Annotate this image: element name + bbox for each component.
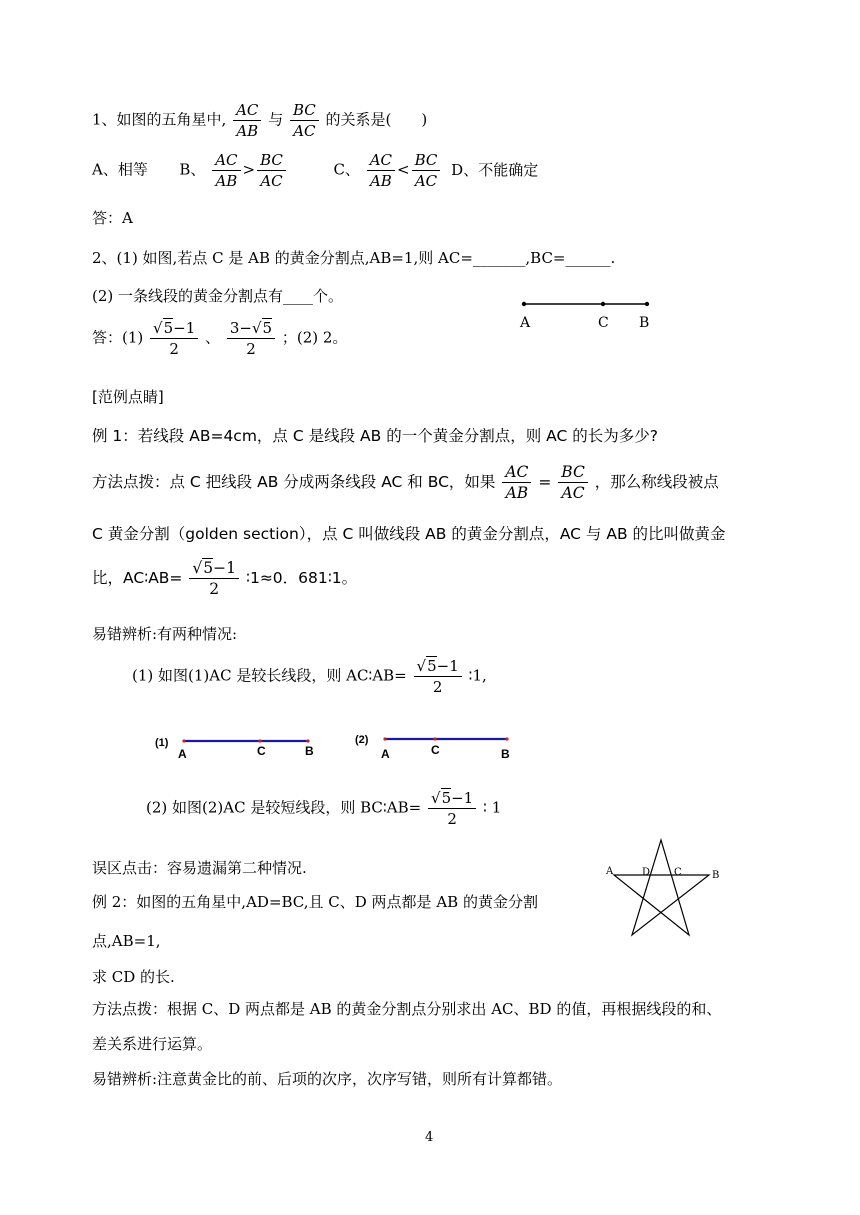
q1-suffix: 的关系是( ) xyxy=(325,110,428,129)
star-figure xyxy=(600,838,730,948)
q2-line1: 2、(1) 如图,若点 C 是 AB 的黄金分割点,AB=1,则 AC=_______,BC=______. xyxy=(92,249,616,267)
fig2-tag: (2) xyxy=(355,734,369,746)
ex2-method2: 差关系进行运算。 xyxy=(92,1035,213,1053)
point-c xyxy=(601,302,605,306)
ex2-method1: 方法点拨：根据 C、D 两点都是 AB 的黄金分割点分别求出 AC、BD 的值，再根据线段的和、 xyxy=(92,1000,722,1018)
point-a xyxy=(522,302,526,306)
q1-option-c: C、 xyxy=(333,160,360,179)
ex1-title: 例 1：若线段 AB=4cm，点 C 是线段 AB 的一个黄金分割点，则 AC 的长为多少? xyxy=(92,427,658,445)
ex1-mistake: 误区点击：容易遗漏第二种情况. xyxy=(92,859,307,877)
fig1-label-b: B xyxy=(305,744,314,758)
ex1-method: 方法点拨：点 C 把线段 AB 分成两条线段 AC 和 BC，如果 $\frac{AC}{AB}$ = $\frac{BC}{AC}$ ，那么称线段被点 xyxy=(92,463,719,502)
q1-option-b: B、 xyxy=(179,160,206,179)
label-b: B xyxy=(639,315,650,331)
q2-line2: (2) 一条线段的黄金分割点有____个。 xyxy=(92,287,344,305)
star-label-a: A xyxy=(606,866,614,877)
fig2-label-b: B xyxy=(501,747,510,761)
label-c: C xyxy=(598,315,609,331)
q1-option-d: D、不能确定 xyxy=(451,160,539,179)
q1-options: A、相等 B、 $\frac{AC}{AB}$ > $\frac{BC}{AC}$ C、 $\frac{AC}{AB}$ < $\frac{BC}{AC}$ D、不能确定 xyxy=(92,151,539,190)
ex2-line1: 例 2：如图的五角星中,AD=BC,且 C、D 两点都是 AB 的黄金分割 xyxy=(92,893,538,911)
ex2-error: 易错辨析:注意黄金比的前、后项的次序，次序写错，则所有计算都错。 xyxy=(92,1070,563,1088)
fig2-label-c: C xyxy=(431,743,440,757)
star-label-c: C xyxy=(674,867,682,878)
q1-question xyxy=(92,100,427,141)
ex2-line2: 点,AB=1, xyxy=(92,932,161,950)
ex1-line3: 比，AC∶AB= $\frac{√5-1}{2}$ ∶1≈0．681∶1。 xyxy=(92,559,358,598)
point-b xyxy=(645,302,649,306)
ex1-case1: (1) 如图(1)AC 是较长线段，则 AC∶AB= $\frac{√5-1}{2}$ ∶1, xyxy=(132,657,487,696)
ex1-error: 易错辨析:有两种情况: xyxy=(92,625,238,643)
q1-mid: 与 xyxy=(268,110,284,129)
section-title: [范例点睛] xyxy=(92,388,164,406)
q1-option-a: A、相等 xyxy=(92,160,148,179)
fig2-label-a: A xyxy=(381,747,390,761)
q1-answer: 答：A xyxy=(92,209,133,227)
q1-frac1: $\frac{AC}{AB}$ xyxy=(233,100,261,141)
q1-prefix: 1、如图的五角星中, xyxy=(92,110,227,129)
ex1-line2: C 黄金分割（golden section），点 C 叫做线段 AB 的黄金分割点，AC 与 AB 的比叫做黄金 xyxy=(92,525,726,543)
fig1-label-a: A xyxy=(178,747,187,761)
ex1-case2: (2) 如图(2)AC 是较短线段，则 BC∶AB= $\frac{√5-1}{2}$ ∶ 1 xyxy=(146,789,502,828)
fig1-label-c: C xyxy=(257,744,266,758)
q2-segment-figure xyxy=(515,292,665,337)
star-label-d: D xyxy=(642,867,651,878)
ex1-figures xyxy=(150,728,530,764)
q1-frac2: $\frac{BC}{AC}$ xyxy=(290,100,319,141)
label-a: A xyxy=(520,315,531,331)
ex2-line3: 求 CD 的长. xyxy=(92,968,175,986)
pentagram xyxy=(614,840,709,935)
fig1-tag: (1) xyxy=(155,737,169,749)
q2-answer: 答：(1) $\frac{√5-1}{2}$ 、 $\frac{3-√5}{2}$ ；(2) 2。 xyxy=(92,319,348,358)
star-label-b: B xyxy=(712,870,720,881)
page-number: 4 xyxy=(425,1130,434,1145)
